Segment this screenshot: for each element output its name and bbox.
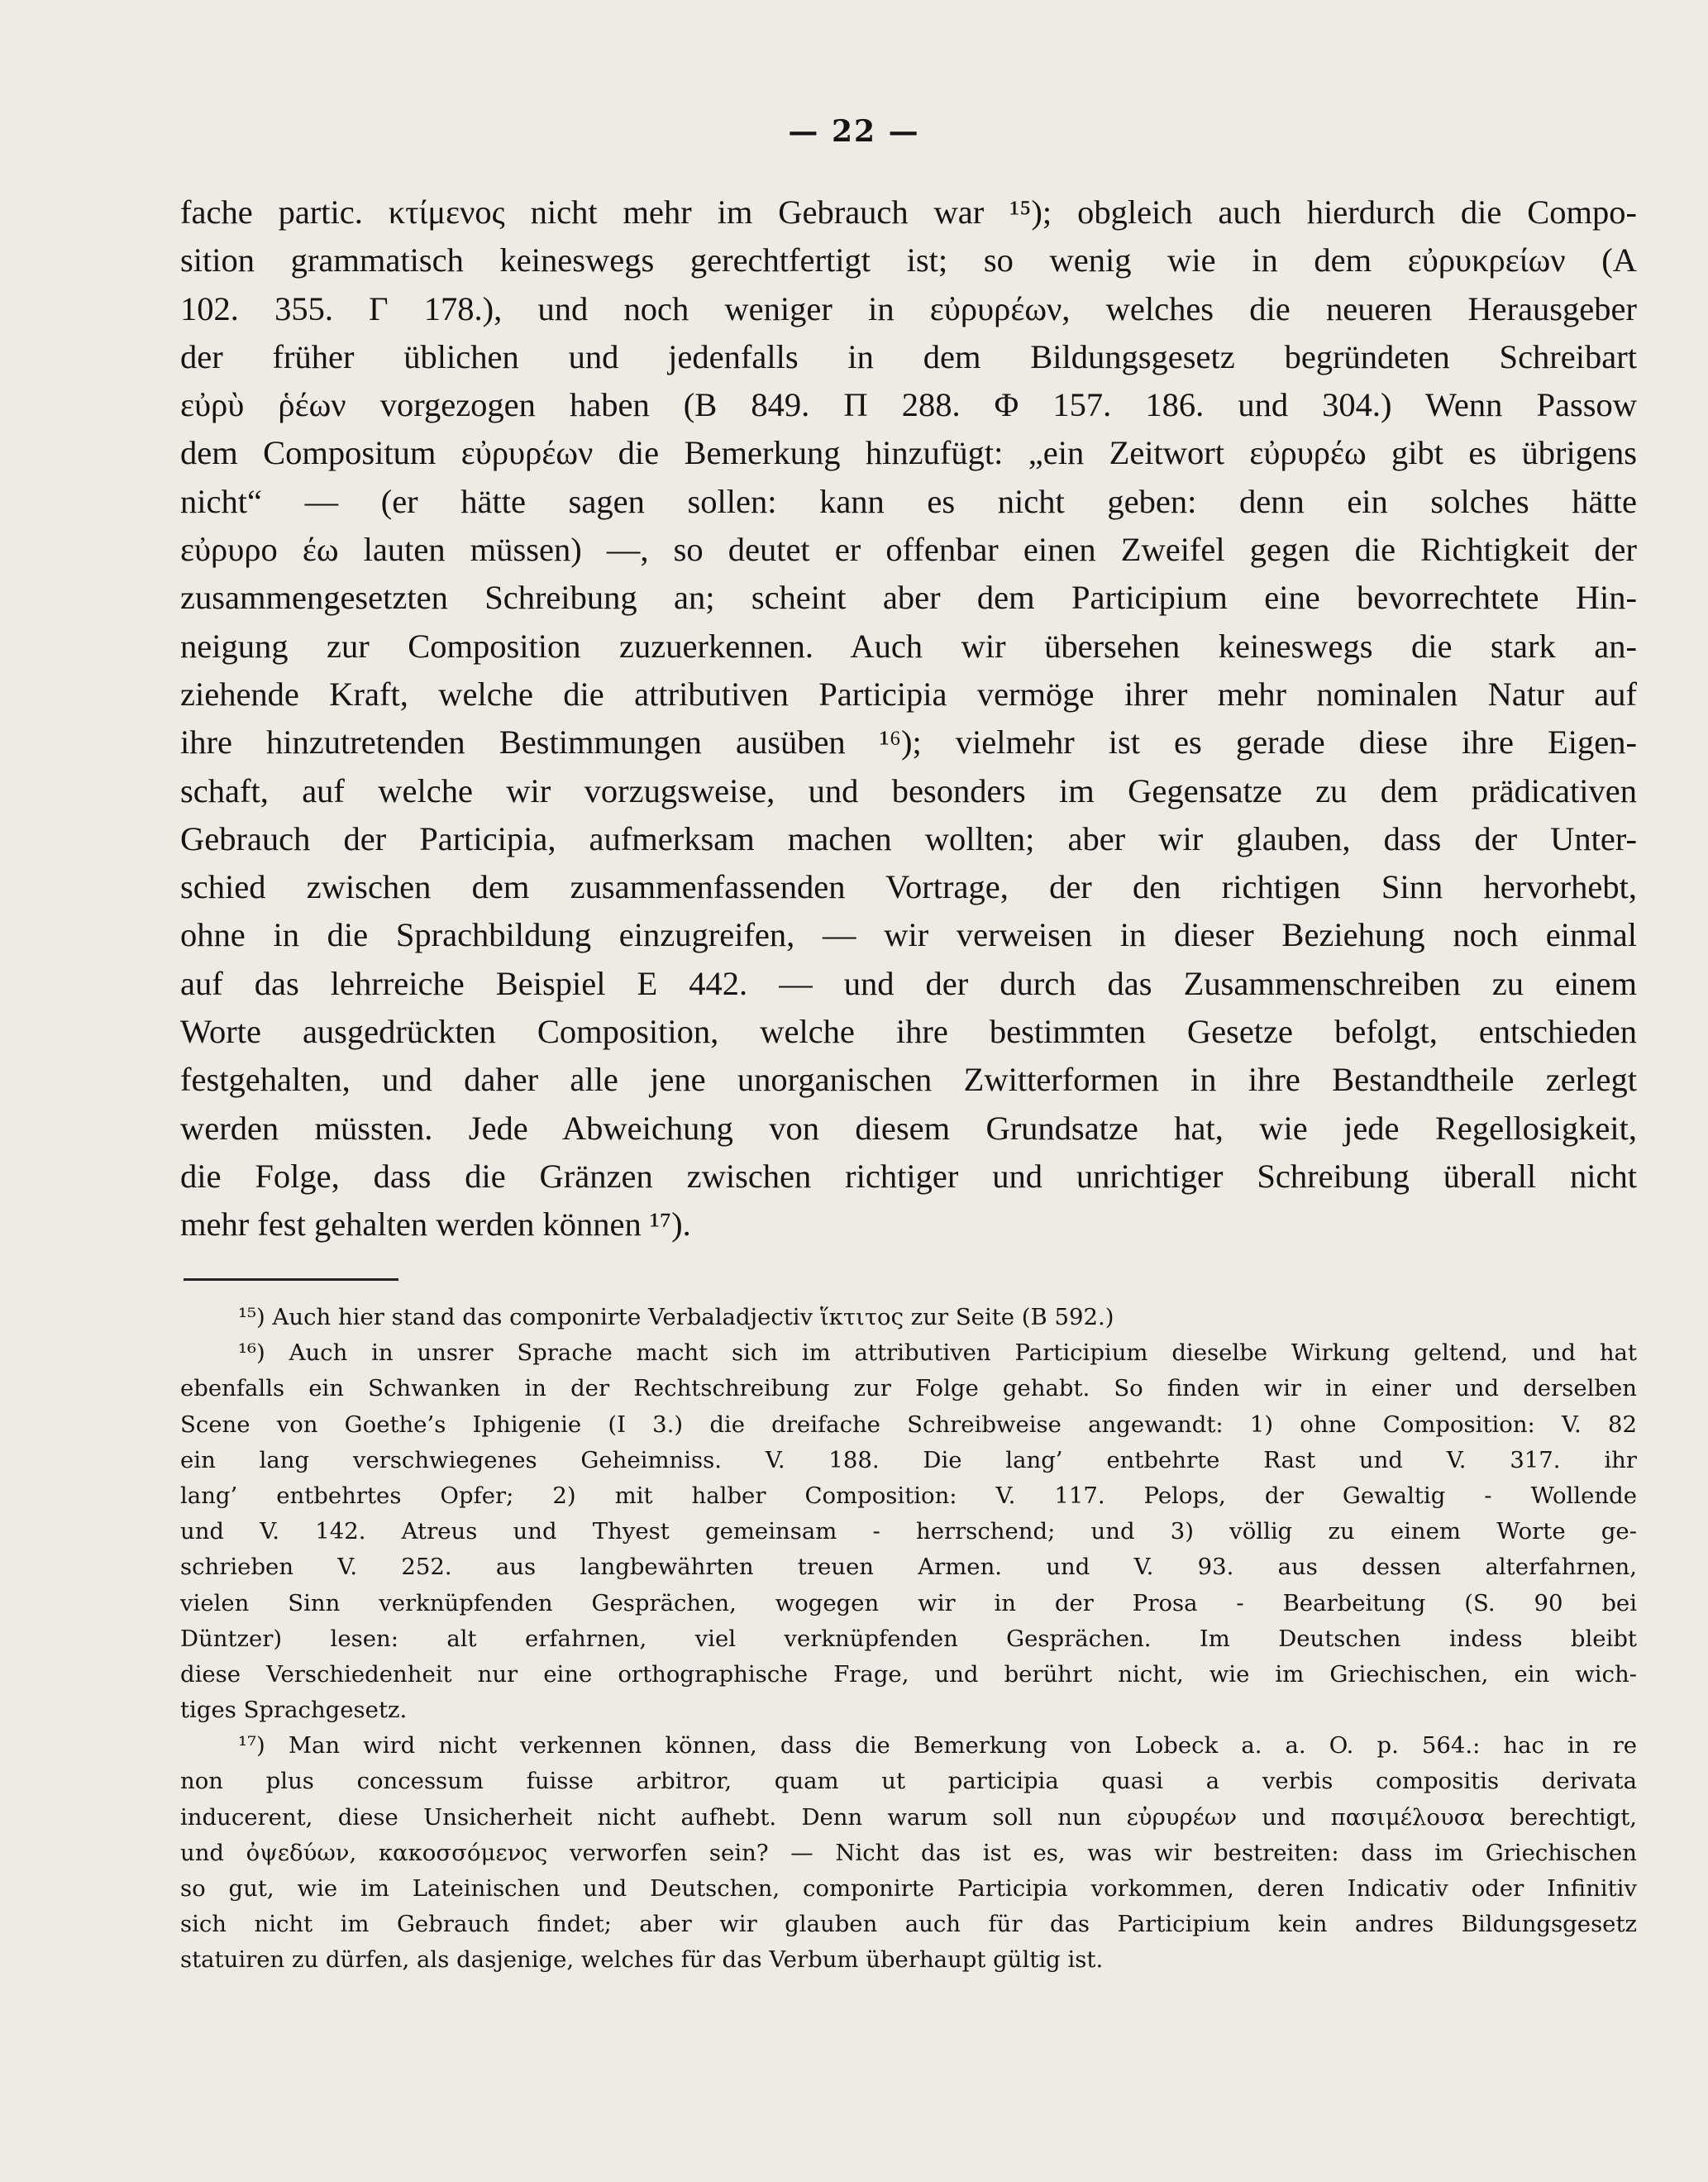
text-line: schied zwischen dem zusammenfassenden Vortrage, der den richtigen Sinn hervorhebt, bbox=[180, 868, 1637, 906]
footnote-line: vielen Sinn verknüpfenden Gesprächen, wogegen wir in der Prosa - Bearbeitung (S. 90 bei bbox=[180, 1589, 1637, 1616]
footnote-line: ebenfalls ein Schwanken in der Rechtschreibung zur Folge gehabt. So finden wir in einer und derselben bbox=[180, 1375, 1637, 1402]
text-line: ihre hinzutretenden Bestimmungen ausüben ¹⁶); vielmehr ist es gerade diese ihre Eigen- bbox=[180, 723, 1637, 762]
text-line: Worte ausgedrückten Composition, welche ihre bestimmten Gesetze befolgt, entschieden bbox=[180, 1013, 1637, 1051]
footnote-separator bbox=[184, 1278, 398, 1281]
text-line: mehr fest gehalten werden können ¹⁷). bbox=[180, 1206, 691, 1244]
text-line: Gebrauch der Participia, aufmerksam machen wollten; aber wir glauben, dass der Unter- bbox=[180, 819, 1637, 857]
text-line: 102. 355. Γ 178.), und noch weniger in εὐρυρέων, welches die neueren Herausgeber bbox=[180, 289, 1637, 327]
footnote-line: tiges Sprachgesetz. bbox=[180, 1697, 408, 1724]
text-line: fache partic. κτίμενος nicht mehr im Gebrauch war ¹⁵); obgleich auch hierdurch die Compo- bbox=[180, 193, 1637, 231]
footnote-line: Düntzer) lesen: alt erfahrnen, viel verknüpfenden Gesprächen. Im Deutschen indess bleibt bbox=[180, 1625, 1637, 1652]
footnote-line: schrieben V. 252. aus langbewährten treuen Armen. und V. 93. aus dessen alterfahrnen, bbox=[180, 1554, 1637, 1581]
text-line: ohne in die Sprachbildung einzugreifen, — wir verweisen in dieser Beziehung noch einmal bbox=[180, 916, 1637, 954]
footnotes bbox=[180, 1300, 1637, 1979]
page-number: — 22 — bbox=[788, 114, 920, 149]
main-text bbox=[180, 189, 1637, 1249]
text-line: festgehalten, und daher alle jene unorganischen Zwitterformen in ihre Bestandtheile zerlegt bbox=[180, 1061, 1637, 1099]
text-line: schaft, auf welche wir vorzugsweise, und besonders im Gegensatze zu dem prädicativen bbox=[180, 771, 1637, 809]
text-line: werden müssten. Jede Abweichung von diesem Grundsatze hat, wie jede Regellosigkeit, bbox=[180, 1109, 1637, 1147]
footnote-line: Scene von Goethe’s Iphigenie (I 3.) die dreifache Schreibweise angewandt: 1) ohne Composition: V. 82 bbox=[180, 1411, 1637, 1438]
footnote-line: so gut, wie im Lateinischen und Deutschen, componirte Participia vorkommen, deren Indicativ oder Infinitiv bbox=[180, 1875, 1637, 1902]
footnote-line: statuiren zu dürfen, als dasjenige, welches für das Verbum überhaupt gültig ist. bbox=[180, 1946, 1104, 1974]
text-line: der früher üblichen und jedenfalls in dem Bildungsgesetz begründeten Schreibart bbox=[180, 337, 1637, 375]
text-line: εὐρὺ ῥέων vorgezogen haben (Β 849. Π 288. Φ 157. 186. und 304.) Wenn Passow bbox=[180, 386, 1637, 424]
text-line: auf das lehrreiche Beispiel Ε 442. — und der durch das Zusammenschreiben zu einem bbox=[180, 964, 1637, 1002]
footnote-line: ein lang verschwiegenes Geheimniss. V. 188. Die lang’ entbehrte Rast und V. 317. ihr bbox=[180, 1446, 1637, 1473]
footnote-line: und V. 142. Atreus und Thyest gemeinsam - herrschend; und 3) völlig zu einem Worte ge- bbox=[180, 1518, 1637, 1545]
footnote-line: sich nicht im Gebrauch findet; aber wir glauben auch für das Participium kein andres Bildungsgesetz bbox=[180, 1911, 1637, 1938]
footnote-line: non plus concessum fuisse arbitror, quam ut participia quasi a verbis compositis derivata bbox=[180, 1768, 1637, 1795]
footnote-line: diese Verschiedenheit nur eine orthographische Frage, und berührt nicht, wie im Griechischen, ein wich- bbox=[180, 1660, 1637, 1688]
footnote-line: ¹⁷) Man wird nicht verkennen können, dass die Bemerkung von Lobeck a. a. O. p. 564.: hac in re bbox=[238, 1732, 1637, 1759]
text-line: εὐρυρο έω lauten müssen) —, so deutet er offenbar einen Zweifel gegen die Richtigkeit der bbox=[180, 531, 1637, 569]
footnote-line: ¹⁶) Auch in unsrer Sprache macht sich im attributiven Participium dieselbe Wirkung geltend, und hat bbox=[238, 1339, 1637, 1367]
text-line: nicht“ — (er hätte sagen sollen: kann es nicht geben: denn ein solches hätte bbox=[180, 482, 1637, 520]
footnote-line: und ὀψεδύων, κακοσσόμενος verworfen sein? — Nicht das ist es, was wir bestreiten: dass im Griechischen bbox=[180, 1839, 1637, 1866]
text-line: sition grammatisch keineswegs gerechtfertigt ist; so wenig wie in dem εὐρυκρείων (Α bbox=[180, 241, 1637, 279]
text-line: ziehende Kraft, welche die attributiven Participia vermöge ihrer mehr nominalen Natur auf bbox=[180, 675, 1637, 713]
footnote-line: lang’ entbehrtes Opfer; 2) mit halber Composition: V. 117. Pelops, der Gewaltig - Wollende bbox=[180, 1482, 1637, 1509]
text-line: die Folge, dass die Gränzen zwischen richtiger und unrichtiger Schreibung überall nicht bbox=[180, 1157, 1637, 1195]
footnote-line: ¹⁵) Auch hier stand das componirte Verbaladjectiv ἵκτιτος zur Seite (Β 592.) bbox=[238, 1304, 1114, 1330]
text-line: zusammengesetzten Schreibung an; scheint aber dem Participium eine bevorrechtete Hin- bbox=[180, 579, 1637, 617]
text-line: neigung zur Composition zuzuerkennen. Auch wir übersehen keineswegs die stark an- bbox=[180, 627, 1637, 665]
footnote-line: inducerent, diese Unsicherheit nicht aufhebt. Denn warum soll nun εὐρυρέων und πασιμέλουσα berechtigt, bbox=[180, 1803, 1637, 1831]
text-line: dem Compositum εὐρυρέων die Bemerkung hinzufügt: „ein Zeitwort εὐρυρέω gibt es übrigens bbox=[180, 434, 1637, 472]
